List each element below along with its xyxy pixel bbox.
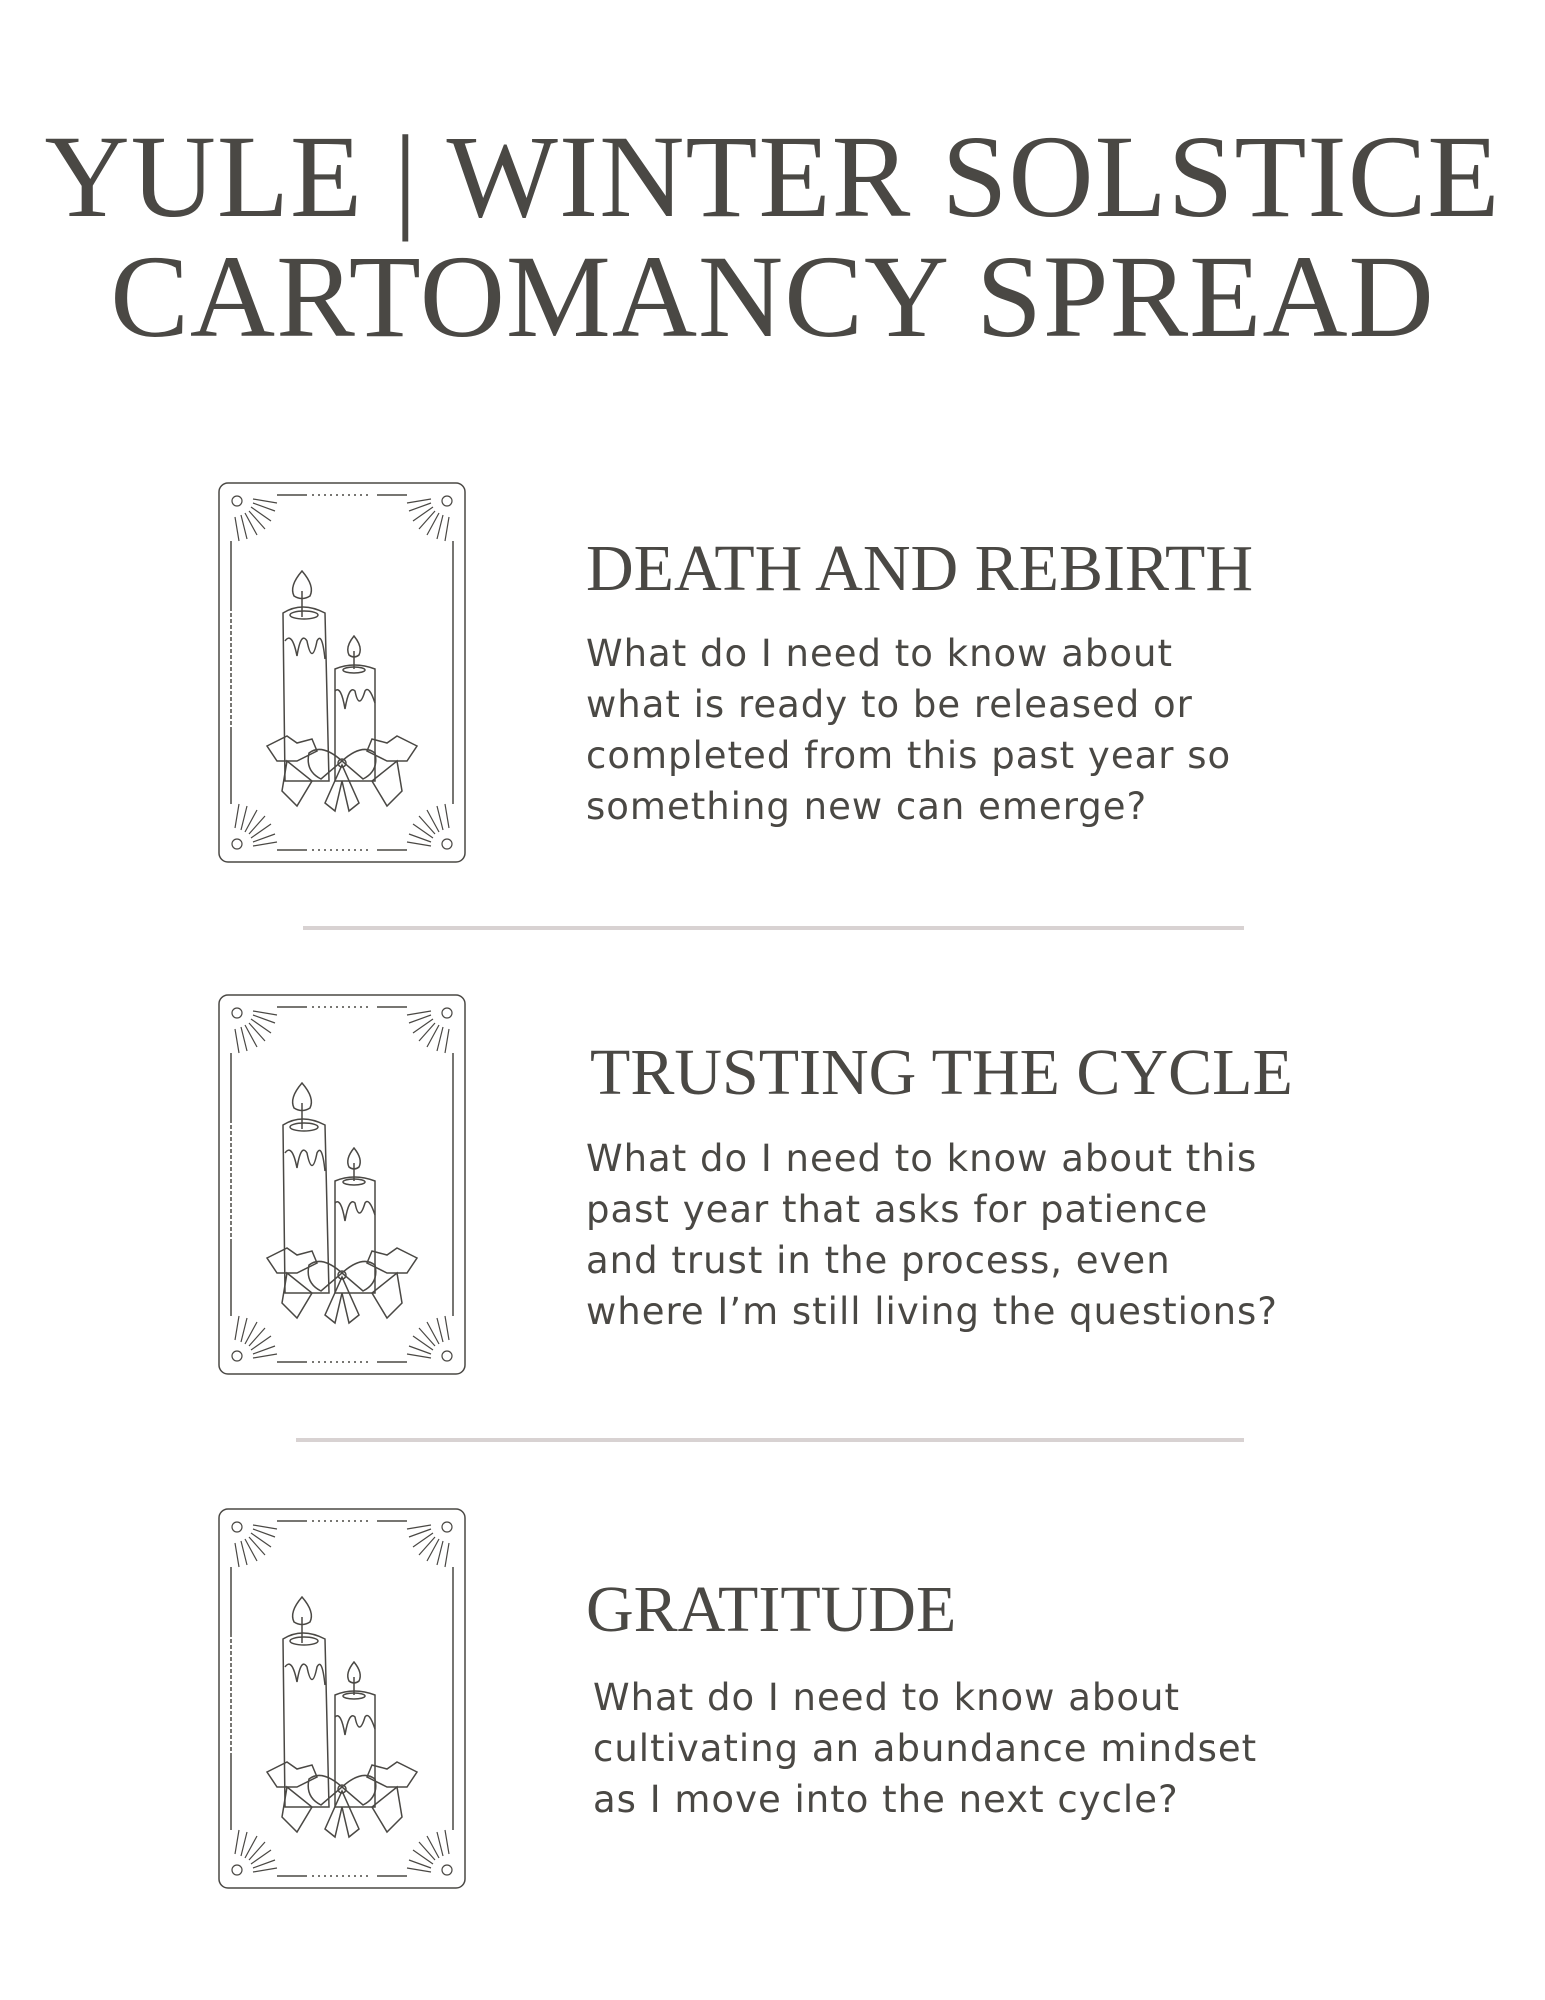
- question-line: cultivating an abundance mindset: [593, 1727, 1258, 1770]
- question-line: completed from this past year so: [586, 734, 1232, 777]
- question-line: and trust in the process, even: [586, 1239, 1171, 1282]
- divider: [303, 926, 1244, 930]
- section-heading: GRATITUDE: [586, 1573, 957, 1646]
- candle-card-icon: [217, 993, 467, 1376]
- question-line: what is ready to be released or: [586, 683, 1193, 726]
- section-question: [586, 1133, 1278, 1337]
- card-illustration-candles: [217, 1507, 467, 1890]
- question-line: What do I need to know about: [593, 1676, 1180, 1719]
- question-line: something new can emerge?: [586, 785, 1148, 828]
- section-heading: TRUSTING THE CYCLE: [590, 1036, 1293, 1109]
- section-heading: DEATH AND REBIRTH: [586, 532, 1254, 605]
- section-question: [593, 1672, 1257, 1825]
- question-line: where I’m still living the questions?: [586, 1290, 1278, 1333]
- page-title-line-2: CARTOMANCY SPREAD: [110, 231, 1435, 362]
- card-illustration-candles: [217, 481, 467, 864]
- section-question: [586, 628, 1231, 832]
- question-line: What do I need to know about: [586, 632, 1173, 675]
- candle-card-icon: [217, 481, 467, 864]
- divider: [296, 1438, 1244, 1442]
- question-line: What do I need to know about this: [586, 1137, 1258, 1180]
- question-line: as I move into the next cycle?: [593, 1778, 1179, 1821]
- card-illustration-candles: [217, 993, 467, 1376]
- page-title-line-1: YULE | WINTER SOLSTICE: [44, 111, 1501, 242]
- question-line: past year that asks for patience: [586, 1188, 1209, 1231]
- candle-card-icon: [217, 1507, 467, 1890]
